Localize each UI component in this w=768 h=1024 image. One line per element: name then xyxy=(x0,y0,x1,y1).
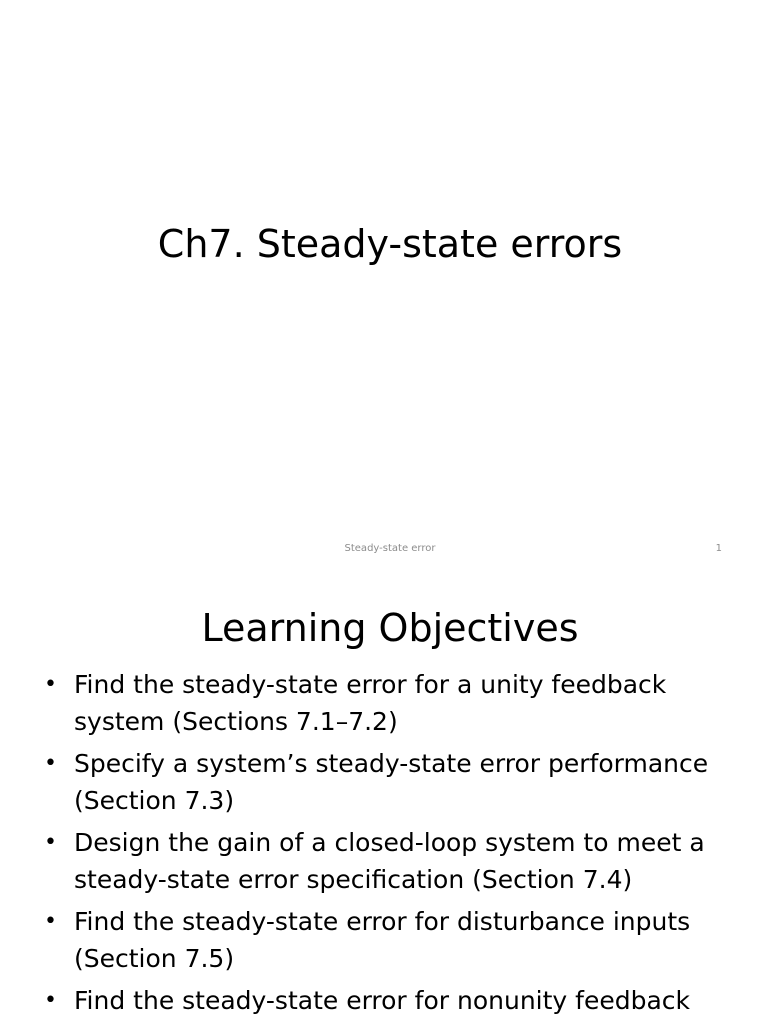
bullet-icon: • xyxy=(44,751,57,776)
objective-item xyxy=(44,824,734,898)
objective-item xyxy=(44,903,734,977)
objective-text: Find the steady-state error for disturbance inputs (Section 7.5) xyxy=(74,907,691,973)
slide-page-number: 1 xyxy=(715,543,722,554)
objectives-list xyxy=(44,666,734,1024)
slide-1-title: Ch7. Steady-state errors xyxy=(157,222,623,266)
bullet-icon: • xyxy=(44,830,57,855)
slide-2 xyxy=(0,576,768,1024)
objective-item xyxy=(44,745,734,819)
objective-text: Design the gain of a closed-loop system to meet a steady-state error specification (Section 7.4) xyxy=(74,828,705,894)
objective-text: Find the steady-state error for a unity feedback system (Sections 7.1–7.2) xyxy=(74,670,667,736)
bullet-icon: • xyxy=(44,909,57,934)
objective-text: Specify a system’s steady-state error performance (Section 7.3) xyxy=(74,749,709,815)
objective-item xyxy=(44,982,734,1019)
bullet-icon: • xyxy=(44,672,57,697)
objective-text: Find the steady-state error for nonunity feedback xyxy=(74,986,690,1015)
slide-2-title: Learning Objectives xyxy=(201,606,579,650)
slide-footer: Steady-state error xyxy=(344,543,436,554)
bullet-icon: • xyxy=(44,988,57,1013)
objective-item xyxy=(44,666,734,740)
